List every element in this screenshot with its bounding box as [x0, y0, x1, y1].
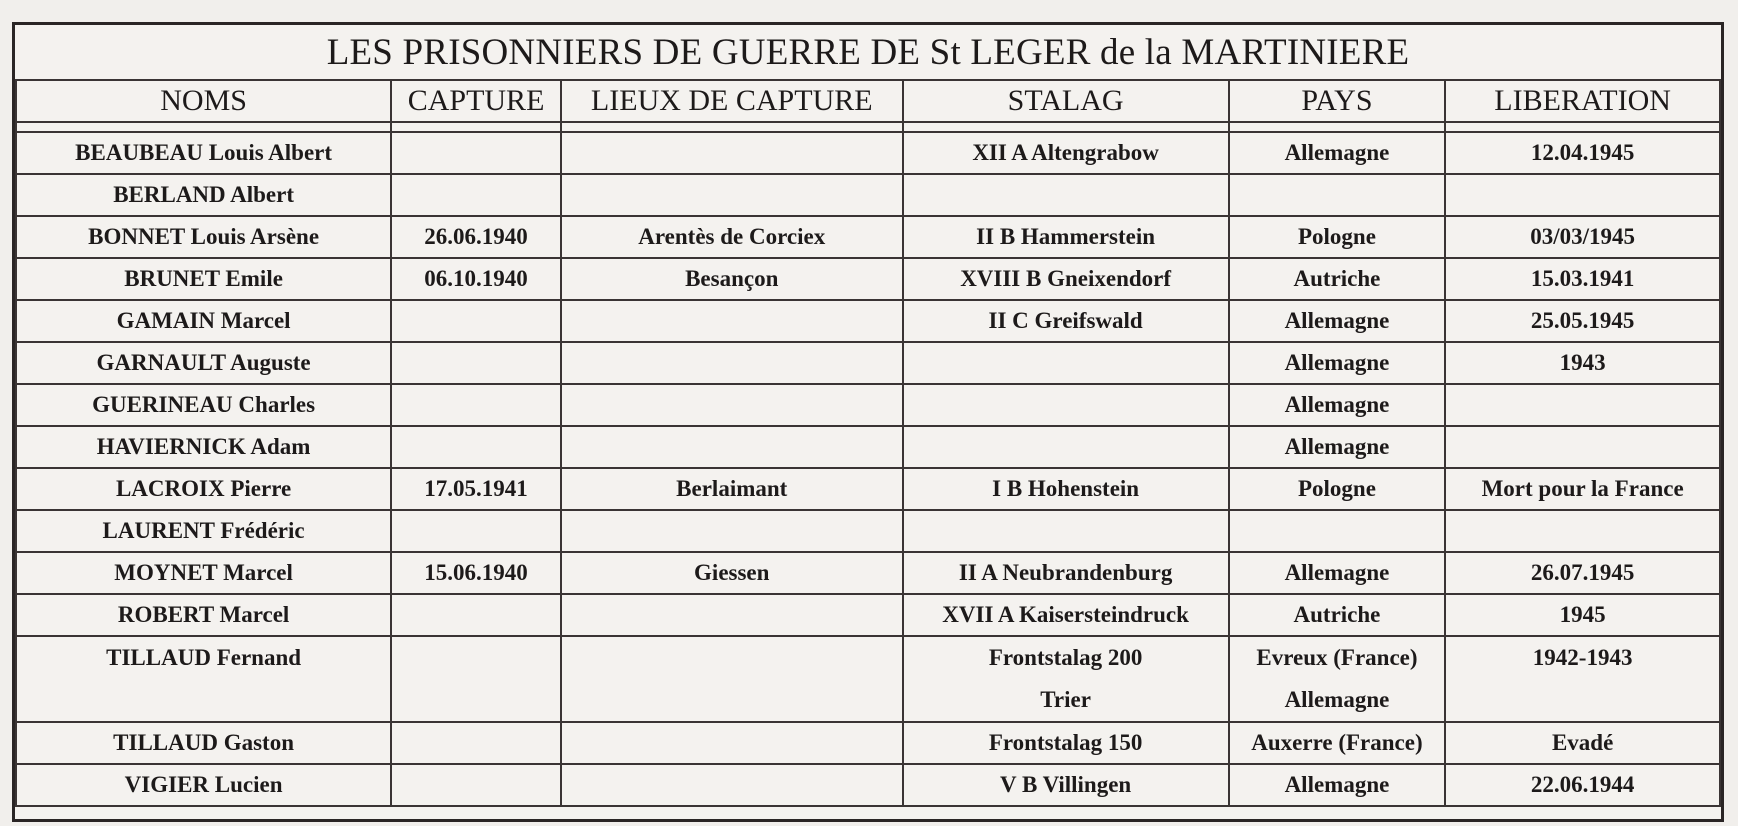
- liberation-cell-text: 12.04.1945: [1530, 140, 1635, 165]
- capture-place-cell: [561, 636, 903, 722]
- stalag-cell: [903, 426, 1229, 468]
- column-header-capture: CAPTURE: [391, 80, 561, 122]
- capture-place-cell: [561, 764, 903, 806]
- table-row: [16, 510, 1720, 552]
- capture-date-cell: [391, 132, 561, 174]
- name-cell-text: HAVIERNICK Adam: [96, 434, 311, 459]
- liberation-cell-text: 03/03/1945: [1530, 224, 1636, 249]
- country-cell-text: Auxerre (France): [1251, 730, 1423, 755]
- name-cell-text: TILLAUD Gaston: [113, 730, 295, 755]
- country-cell: [1229, 426, 1446, 468]
- stalag-cell: [903, 722, 1229, 764]
- spacer-cell: [16, 122, 391, 132]
- name-cell: [16, 510, 391, 552]
- capture-place-cell-text: Berlaimant: [676, 476, 788, 501]
- country-cell: [1229, 764, 1446, 806]
- capture-place-cell-text: Besançon: [685, 266, 779, 291]
- country-cell: [1229, 342, 1446, 384]
- capture-place-cell: [561, 174, 903, 216]
- capture-date-cell: [391, 510, 561, 552]
- capture-date-cell: [391, 174, 561, 216]
- stalag-cell: [903, 132, 1229, 174]
- table-row: [16, 722, 1720, 764]
- country-cell: [1229, 174, 1446, 216]
- name-cell: [16, 764, 391, 806]
- column-header-noms: NOMS: [16, 80, 391, 122]
- table-row: [16, 468, 1720, 510]
- liberation-cell: [1445, 510, 1720, 552]
- prisoners-table: [15, 79, 1721, 807]
- country-cell: [1229, 510, 1446, 552]
- header-spacer-row: [16, 122, 1720, 132]
- country-cell-text: Autriche: [1293, 266, 1381, 291]
- stalag-cell-text: II B Hammerstein: [976, 224, 1156, 249]
- liberation-cell: [1445, 174, 1720, 216]
- name-cell: [16, 468, 391, 510]
- liberation-cell: [1445, 342, 1720, 384]
- country-cell-text: Allemagne: [1284, 560, 1390, 585]
- capture-date-cell: [391, 384, 561, 426]
- name-cell: [16, 384, 391, 426]
- capture-place-cell: [561, 384, 903, 426]
- spacer-cell: [561, 122, 903, 132]
- capture-place-cell: [561, 216, 903, 258]
- country-cell: [1229, 132, 1446, 174]
- table-row: [16, 300, 1720, 342]
- name-cell: [16, 258, 391, 300]
- spacer-cell: [391, 122, 561, 132]
- country-cell: [1229, 258, 1446, 300]
- country-cell-text: Allemagne: [1284, 434, 1390, 459]
- capture-place-cell: [561, 552, 903, 594]
- stalag-cell: [903, 636, 1229, 722]
- table-row: [16, 552, 1720, 594]
- liberation-cell-text: 25.05.1945: [1530, 308, 1635, 333]
- country-cell-text: Allemagne: [1284, 308, 1390, 333]
- column-header-stalag: STALAG: [903, 80, 1229, 122]
- stalag-cell-text: V B Villingen: [1000, 772, 1132, 797]
- capture-date-cell: [391, 216, 561, 258]
- liberation-cell: [1445, 468, 1720, 510]
- liberation-cell: [1445, 636, 1720, 722]
- name-cell-text: GARNAULT Auguste: [96, 350, 311, 375]
- capture-date-cell: [391, 342, 561, 384]
- stalag-cell-text: XVII A Kaisersteindruck: [942, 602, 1189, 627]
- name-cell-text: BERLAND Albert: [113, 182, 294, 207]
- capture-date-cell: [391, 636, 561, 722]
- header-row: [16, 80, 1720, 122]
- country-cell-text: Allemagne: [1284, 350, 1390, 375]
- stalag-cell-text-line2: Trier: [1040, 687, 1091, 712]
- capture-place-cell: [561, 510, 903, 552]
- liberation-cell-text: 1945: [1559, 602, 1606, 627]
- country-cell-text-line2: Allemagne: [1284, 687, 1390, 712]
- liberation-cell: [1445, 258, 1720, 300]
- table-body: [16, 132, 1720, 806]
- liberation-cell: [1445, 764, 1720, 806]
- column-header-lieux-de-capture: LIEUX DE CAPTURE: [561, 80, 903, 122]
- name-cell: [16, 636, 391, 722]
- stalag-cell-text: XII A Altengrabow: [972, 140, 1159, 165]
- column-header-liberation: LIBERATION: [1445, 80, 1720, 122]
- country-cell: [1229, 468, 1446, 510]
- stalag-cell: [903, 552, 1229, 594]
- capture-date-cell: [391, 764, 561, 806]
- country-cell-text: Pologne: [1297, 224, 1376, 249]
- capture-place-cell: [561, 722, 903, 764]
- capture-date-cell: [391, 258, 561, 300]
- stalag-cell: [903, 216, 1229, 258]
- country-cell-text: Allemagne: [1284, 140, 1390, 165]
- table-row: [16, 636, 1720, 722]
- table-row: [16, 764, 1720, 806]
- capture-place-cell-text: Giessen: [694, 560, 770, 585]
- stalag-cell-text: I B Hohenstein: [992, 476, 1140, 501]
- stalag-cell: [903, 510, 1229, 552]
- liberation-cell: [1445, 132, 1720, 174]
- capture-place-cell: [561, 342, 903, 384]
- name-cell-text: VIGIER Lucien: [124, 772, 283, 797]
- table-row: [16, 132, 1720, 174]
- stalag-cell: [903, 764, 1229, 806]
- stalag-cell: [903, 468, 1229, 510]
- liberation-cell: [1445, 426, 1720, 468]
- table-row: [16, 342, 1720, 384]
- stalag-cell: [903, 594, 1229, 636]
- liberation-cell-text: 1942-1943: [1532, 645, 1633, 670]
- name-cell-text: GUERINEAU Charles: [92, 392, 316, 417]
- liberation-cell-text: 26.07.1945: [1530, 560, 1635, 585]
- prisoners-table-sheet: [12, 22, 1724, 822]
- liberation-cell: [1445, 384, 1720, 426]
- name-cell: [16, 722, 391, 764]
- capture-date-cell-text: 15.06.1940: [424, 560, 528, 585]
- name-cell-text: LAURENT Frédéric: [102, 518, 305, 543]
- name-cell-text: BRUNET Emile: [124, 266, 283, 291]
- stalag-cell: [903, 174, 1229, 216]
- name-cell-text: GAMAIN Marcel: [116, 308, 291, 333]
- liberation-cell-text: 1943: [1559, 350, 1606, 375]
- stalag-cell-text: Frontstalag 150: [988, 730, 1143, 755]
- capture-date-cell-text: 06.10.1940: [424, 266, 528, 291]
- stalag-cell: [903, 384, 1229, 426]
- stalag-cell: [903, 300, 1229, 342]
- country-cell: [1229, 594, 1446, 636]
- liberation-cell-text: 22.06.1944: [1530, 772, 1635, 797]
- name-cell: [16, 342, 391, 384]
- capture-date-cell: [391, 552, 561, 594]
- liberation-cell-text: Evadé: [1551, 730, 1614, 755]
- table-title: LES PRISONNIERS DE GUERRE DE St LEGER de la MARTINIERE: [326, 31, 1410, 73]
- liberation-cell-text: Mort pour la France: [1481, 476, 1684, 501]
- name-cell: [16, 426, 391, 468]
- capture-place-cell: [561, 426, 903, 468]
- stalag-cell-text: XVIII B Gneixendorf: [960, 266, 1172, 291]
- table-row: [16, 258, 1720, 300]
- name-cell: [16, 174, 391, 216]
- spacer-cell: [903, 122, 1229, 132]
- name-cell-text: ROBERT Marcel: [117, 602, 290, 627]
- capture-place-cell: [561, 468, 903, 510]
- column-header-pays: PAYS: [1229, 80, 1446, 122]
- country-cell-text: Allemagne: [1284, 392, 1390, 417]
- table-row: [16, 384, 1720, 426]
- table-row: [16, 594, 1720, 636]
- country-cell: [1229, 216, 1446, 258]
- liberation-cell: [1445, 216, 1720, 258]
- table-row: [16, 216, 1720, 258]
- country-cell-text: Autriche: [1293, 602, 1381, 627]
- stalag-cell-text: Frontstalag 200: [988, 645, 1143, 670]
- capture-place-cell: [561, 258, 903, 300]
- country-cell: [1229, 552, 1446, 594]
- capture-date-cell-text: 26.06.1940: [424, 224, 528, 249]
- stalag-cell-text: II A Neubrandenburg: [958, 560, 1173, 585]
- country-cell: [1229, 300, 1446, 342]
- name-cell: [16, 594, 391, 636]
- liberation-cell-text: 15.03.1941: [1530, 266, 1635, 291]
- capture-date-cell: [391, 594, 561, 636]
- name-cell-text: LACROIX Pierre: [115, 476, 292, 501]
- name-cell-text: MOYNET Marcel: [114, 560, 293, 585]
- name-cell-text: TILLAUD Fernand: [106, 645, 302, 670]
- capture-place-cell: [561, 594, 903, 636]
- capture-place-cell: [561, 132, 903, 174]
- liberation-cell: [1445, 300, 1720, 342]
- spacer-cell: [1445, 122, 1720, 132]
- name-cell: [16, 552, 391, 594]
- liberation-cell: [1445, 594, 1720, 636]
- name-cell-text: BEAUBEAU Louis Albert: [75, 140, 333, 165]
- capture-place-cell-text: Arentès de Corciex: [638, 224, 826, 249]
- name-cell: [16, 132, 391, 174]
- capture-date-cell: [391, 468, 561, 510]
- capture-place-cell: [561, 300, 903, 342]
- capture-date-cell: [391, 426, 561, 468]
- country-cell: [1229, 722, 1446, 764]
- stalag-cell: [903, 342, 1229, 384]
- country-cell: [1229, 636, 1446, 722]
- capture-date-cell: [391, 300, 561, 342]
- spacer-cell: [1229, 122, 1446, 132]
- liberation-cell: [1445, 722, 1720, 764]
- table-row: [16, 426, 1720, 468]
- country-cell-text: Allemagne: [1284, 772, 1390, 797]
- name-cell: [16, 216, 391, 258]
- country-cell-text: Pologne: [1297, 476, 1376, 501]
- country-cell: [1229, 384, 1446, 426]
- capture-date-cell: [391, 722, 561, 764]
- capture-date-cell-text: 17.05.1941: [424, 476, 528, 501]
- name-cell: [16, 300, 391, 342]
- name-cell-text: BONNET Louis Arsène: [88, 224, 320, 249]
- stalag-cell-text: II C Greifswald: [988, 308, 1143, 333]
- country-cell-text: Evreux (France): [1256, 645, 1418, 670]
- liberation-cell: [1445, 552, 1720, 594]
- table-row: [16, 174, 1720, 216]
- stalag-cell: [903, 258, 1229, 300]
